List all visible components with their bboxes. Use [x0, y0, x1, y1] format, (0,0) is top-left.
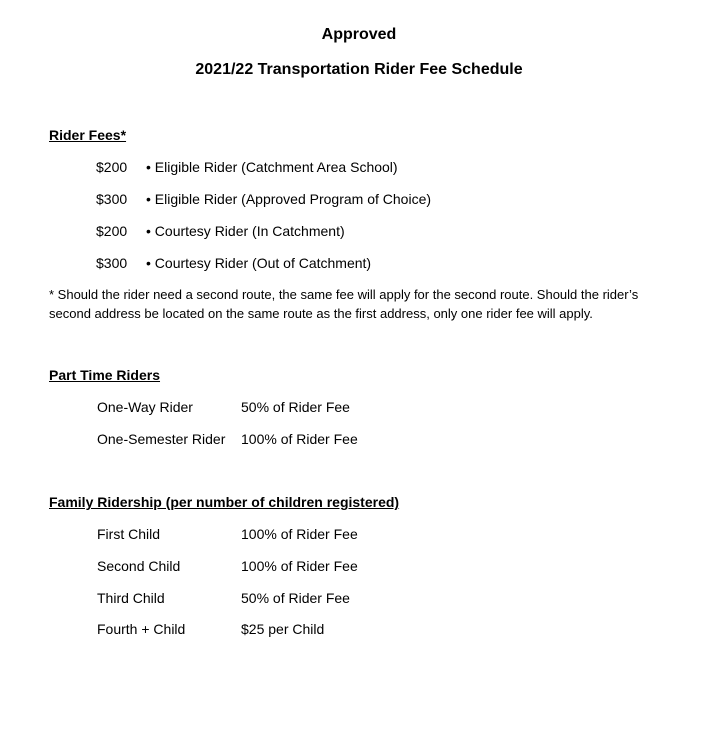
fee-description: • Eligible Rider (Approved Program of Choice) — [146, 191, 432, 207]
fee-amount: $300 — [96, 191, 128, 207]
fee-amount: $200 — [96, 159, 128, 175]
family-label: Fourth + Child — [97, 621, 186, 637]
family-value: 50% of Rider Fee — [241, 590, 350, 606]
part-time-heading: Part Time Riders — [49, 367, 161, 383]
family-value: $25 per Child — [241, 621, 325, 637]
rider-fees-footnote: * Should the rider need a second route, the same fee will apply for the second route. Should the rider’s second address be located on the same route as the first address, only one rider fee will apply. — [49, 287, 639, 321]
part-time-value: 100% of Rider Fee — [241, 431, 358, 447]
rider-fees-heading: Rider Fees* — [49, 127, 127, 143]
family-label: Second Child — [97, 558, 181, 574]
family-value: 100% of Rider Fee — [241, 526, 358, 542]
family-label: Third Child — [97, 590, 165, 606]
part-time-label: One-Semester Rider — [97, 431, 226, 447]
family-value: 100% of Rider Fee — [241, 558, 358, 574]
part-time-label: One-Way Rider — [97, 399, 193, 415]
family-ridership-heading: Family Ridership (per number of children registered) — [49, 494, 400, 510]
part-time-value: 50% of Rider Fee — [241, 399, 350, 415]
fee-description: • Courtesy Rider (In Catchment) — [146, 223, 345, 239]
fee-amount: $200 — [96, 223, 128, 239]
fee-description: • Courtesy Rider (Out of Catchment) — [146, 255, 372, 271]
document-title: Approved — [321, 26, 397, 43]
document-subtitle: 2021/22 Transportation Rider Fee Schedule — [195, 61, 523, 78]
fee-amount: $300 — [96, 255, 128, 271]
family-label: First Child — [97, 526, 161, 542]
fee-description: • Eligible Rider (Catchment Area School) — [146, 159, 398, 175]
